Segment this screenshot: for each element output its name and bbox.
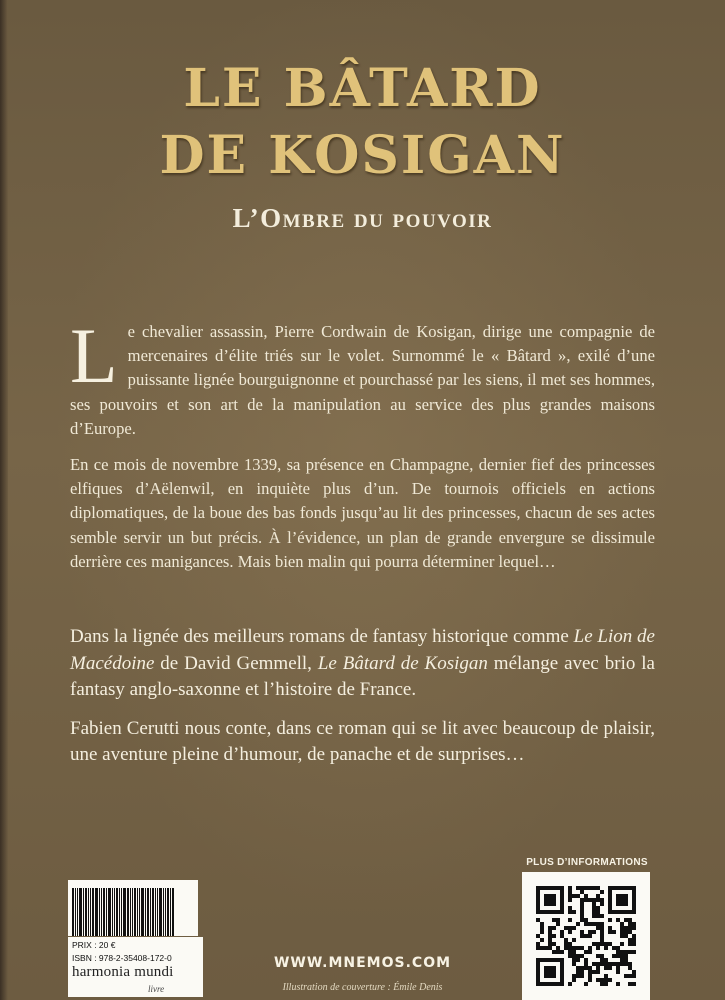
qr-code[interactable] [522,872,650,1000]
barcode-bar [92,888,94,936]
barcode-bar [121,888,122,936]
barcode-bar [75,888,76,936]
pitch-paragraph-2: Fabien Cerutti nous conte, dans ce roman qui se lit avec beaucoup de plaisir, une aventure pleine d’humour, de panache et de surprises… [70,717,655,765]
barcode-bar [83,888,84,936]
barcode-bar [163,888,164,936]
barcode-bar [141,888,144,936]
barcode-bar [165,888,166,936]
barcode-bar [132,888,133,936]
barcode-bar [108,888,111,936]
distributor-sub-logo: livre [148,984,165,994]
pitch-p1-end: mélange avec brio la fantasy anglo-saxonne et l’histoire de France. [70,652,655,700]
price-text: PRIX : 20 € [72,940,116,950]
barcode-bar [172,888,174,936]
barcode-bar [159,888,162,936]
barcode [68,880,198,936]
barcode-bar [101,888,102,936]
barcode-bar [150,888,151,936]
synopsis-paragraph-1 [70,312,655,441]
book-title-line-2: DE KOSIGAN [159,125,566,186]
barcode-bar [157,888,158,936]
book-title-line-1: LE BÂTARD [183,58,542,119]
synopsis-paragraph-2: En ce mois de novembre 1339, sa présence en Champagne, dernier fief des princesses elfiques d’Aëlenwil, en inquiète plus d’un. De tournois officiels en actions diplomatiques, de la boue des bas fonds jusqu’au lit des princesses, chacun de ses actes semble servir un but précis. À l’évidence, un plan de grande envergure se dissimule derrière ces manigances. Mais bien malin qui pourra déterminer lequel… [70,455,655,571]
barcode-bar [130,888,131,936]
barcode-bar [103,888,105,936]
barcode-bar [106,888,107,936]
barcode-bar [152,888,154,936]
illustration-credit: Illustration de couverture : Émile Denis [282,982,443,993]
barcode-bar [72,888,74,936]
synopsis-paragraph-1-text: e chevalier assassin, Pierre Cordwain de Kosigan, dirige une compagnie de mercenaires d’élite triés sur le volet. Surnommé le « Bâtard », exilé d’une puissante lignée bourguignonne et pourchassé par les siens, il met ses hommes, ses pouvoirs et son art de la manipulation au service des plus grandes maisons d’Europe. [70,322,655,438]
pitch-book-title-kosigan: Le Bâtard de Kosigan [317,652,488,674]
barcode-bar [170,888,171,936]
synopsis [70,312,655,586]
pitch-p1-start: Dans la lignée des meilleurs romans de fantasy historique comme [70,626,574,647]
qr-code-icon [536,886,636,986]
barcode-bar [114,888,115,936]
pitch-text [70,624,655,781]
barcode-bar [145,888,146,936]
barcode-bar [134,888,136,936]
qr-label: PLUS D’INFORMATIONS [526,857,648,868]
barcode-bar [112,888,113,936]
barcode-bar [147,888,149,936]
barcode-bar [137,888,138,936]
barcode-bar [85,888,87,936]
barcode-bar [79,888,82,936]
barcode-bar [155,888,156,936]
pitch-paragraph-1 [70,624,655,704]
barcode-bar [127,888,129,936]
pitch-p1-mid: de David Gemmell, [154,652,318,674]
barcode-bar [116,888,118,936]
barcode-bar [99,888,100,936]
barcode-bar [139,888,140,936]
barcode-bar [167,888,169,936]
barcode-bar [95,888,98,936]
isbn-text: ISBN : 978-2-35408-172-0 [72,953,172,963]
drop-cap: L [70,312,118,399]
pitch-book-title-gemmell: Le Lion de Macédoine [70,626,655,674]
barcode-bar [123,888,126,936]
publisher-website[interactable]: WWW.MNEMOS.COM [273,955,452,971]
barcode-bar [119,888,120,936]
distributor-logo: harmonia mundi [72,964,174,980]
barcode-bar [90,888,91,936]
barcode-bar [88,888,89,936]
barcode-bar [77,888,78,936]
book-subtitle: L’Ombre du pouvoir [232,203,493,233]
